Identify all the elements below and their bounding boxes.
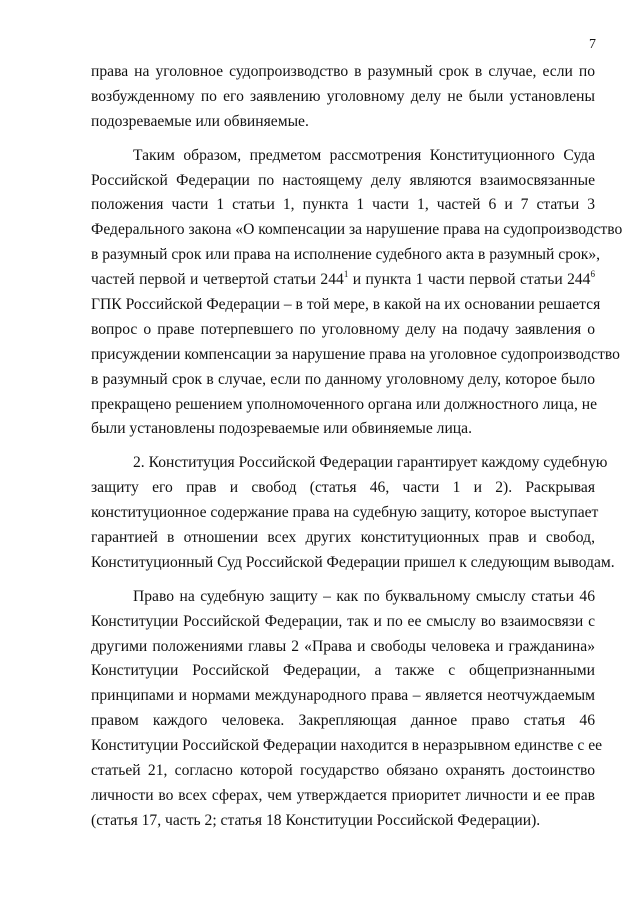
text-line: принципами и нормами международного права – является неотчуждаемым (91, 687, 595, 705)
text-line: Федерального закона «О компенсации за нарушение права на судопроизводство (91, 221, 623, 239)
text-line: Российской Федерации по настоящему делу являются взаимосвязанные (91, 171, 595, 189)
text-line: статьей 21, согласно которой государство обязано охранять достоинство (91, 762, 595, 780)
text-line: подозреваемые или обвиняемые. (91, 112, 309, 130)
text-line: Право на судебную защиту – как по буквальному смыслу статьи 46 (133, 587, 595, 605)
text-line: (статья 17, часть 2; статья 18 Конституции Российской Федерации). (91, 811, 541, 829)
text-line: правом каждого человека. Закрепляющая данное право статья 46 (91, 712, 595, 730)
text-line: другими положениями главы 2 «Права и свободы человека и гражданина» (91, 637, 595, 655)
text-line-with-superscripts (91, 268, 595, 293)
text-line: Конституции Российской Федерации находится в неразрывном единстве с ее (91, 737, 603, 755)
text-line: в разумный срок или права на исполнение судебного акта в разумный срок», (91, 246, 601, 264)
text-line: права на уголовное судопроизводство в разумный срок в случае, если по (91, 63, 595, 80)
text-line: Конституции Российской Федерации, а также с общепризнанными (91, 662, 595, 680)
text-segment: и пункта 1 части первой статьи 244 (348, 271, 591, 289)
text-line: защиту его прав и свобод (статья 46, части 1 и 2). Раскрывая (91, 479, 595, 497)
text-line: вопрос о праве потерпевшего по уголовному делу на подачу заявления о (91, 320, 595, 338)
text-line: конституционное содержание права на судебную защиту, которое выступает (91, 504, 599, 522)
paragraph-continuation (91, 60, 595, 135)
text-line: Конституции Российской Федерации, так и по ее смыслу во взаимосвязи с (91, 612, 595, 630)
text-line: гарантией в отношении всех других конституционных прав и свобод, (91, 529, 595, 547)
text-line: положения части 1 статьи 1, пункта 1 части 1, частей 6 и 7 статьи 3 (91, 196, 595, 214)
text-line: присуждении компенсации за нарушение права на уголовное судопроизводство (91, 345, 620, 363)
document-body (91, 60, 623, 834)
text-line: возбужденному по его заявлению уголовному делу не были установлены (91, 87, 595, 105)
paragraph-subject-of-review (91, 144, 623, 443)
superscript: 1 (343, 268, 349, 279)
text-line: прекращено решением уполномоченного органа или должностного лица, не (91, 395, 598, 413)
paragraph-judicial-protection (91, 451, 615, 575)
text-line: Конституционный Суд Российской Федерации пришел к следующим выводам. (91, 553, 615, 571)
text-line: были установлены подозреваемые или обвиняемые лица. (91, 420, 472, 438)
text-line: 2. Конституция Российской Федерации гарантирует каждому судебную (133, 454, 608, 472)
text-line: в разумный срок в случае, если по данному уголовному делу, которое было (91, 370, 595, 388)
text-segment: частей первой и четвертой статьи 244 (91, 271, 344, 289)
text-line: личности во всех сферах, чем утверждается приоритет личности и ее прав (91, 786, 595, 804)
superscript: 6 (590, 268, 595, 279)
text-line: ГПК Российской Федерации – в той мере, в какой на их основании решается (91, 296, 601, 314)
page-number: 7 (589, 37, 596, 52)
text-line: Таким образом, предметом рассмотрения Конституционного Суда (133, 146, 595, 164)
paragraph-right-to-judicial-protection (91, 585, 603, 834)
